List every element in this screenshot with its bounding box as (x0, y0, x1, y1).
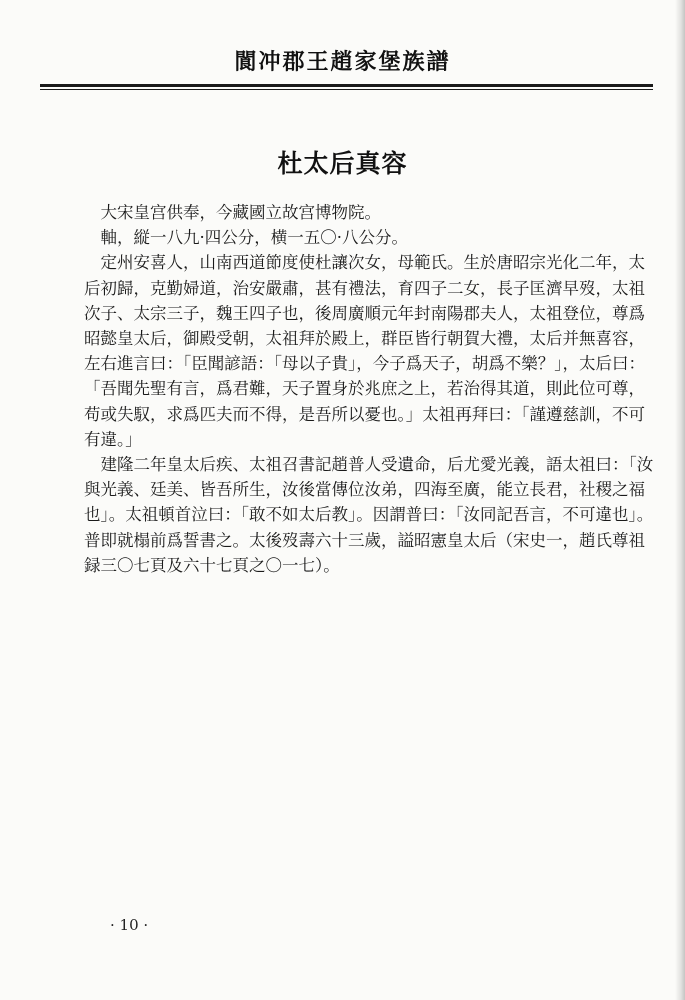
paragraph-testament: 建隆二年皇太后疾、太祖召書記趙普人受遺命，后尤愛光義，語太祖曰：「汝與光義、廷美、皆吾所生，汝後當傳位汝弟，四海至廣，能立長君，社稷之福也」。太祖頓首泣曰：「敢不如太后教」。因謂普曰：「汝同記吾言，不可違也」。普即就榻前爲誓書之。太後歿壽六十三歲，謚昭憲皇太后（宋史一，趙氏尊祖録三〇七頁及六十七頁之〇一七）。 (84, 455, 654, 575)
article-body (84, 200, 660, 578)
paragraph-biography: 定州安喜人，山南西道節度使杜讓次女，母範氏。生於唐昭宗光化二年，太后初歸，克勤婦道，治安嚴肅，甚有禮法，育四子二女，長子匡濟早歿，太祖次子、太宗三子，魏王四子也，後周廣順元年封南陽郡夫人，太祖登位，尊爲昭懿皇太后，御殿受朝，太祖拜於殿上，群臣皆行朝賀大禮，太后并無喜容，左右進言曰：「臣聞諺語：「母以子貴」，今子爲天子，胡爲不樂？」，太后曰：「吾聞先聖有言，爲君難，天子置身於兆庶之上，若治得其道，則此位可尊，苟或失馭，求爲匹夫而不得，是吾所以憂也。」太祖再拜曰：「謹遵慈訓，不可有違。」 (84, 253, 645, 449)
header-rule-thick (40, 84, 653, 87)
header-rule-thin (40, 89, 653, 90)
article-title: 杜太后真容 (277, 149, 408, 178)
paragraph-dimensions: 軸，縦一八九·四公分，横一五〇·八公分。 (100, 228, 408, 248)
paragraph-provenance: 大宋皇宫供奉，今藏國立故宫博物院。 (100, 203, 381, 222)
page-number: · 10 · (110, 916, 149, 934)
running-header: 閬冲郡王趙家堡族譜 (234, 50, 451, 75)
